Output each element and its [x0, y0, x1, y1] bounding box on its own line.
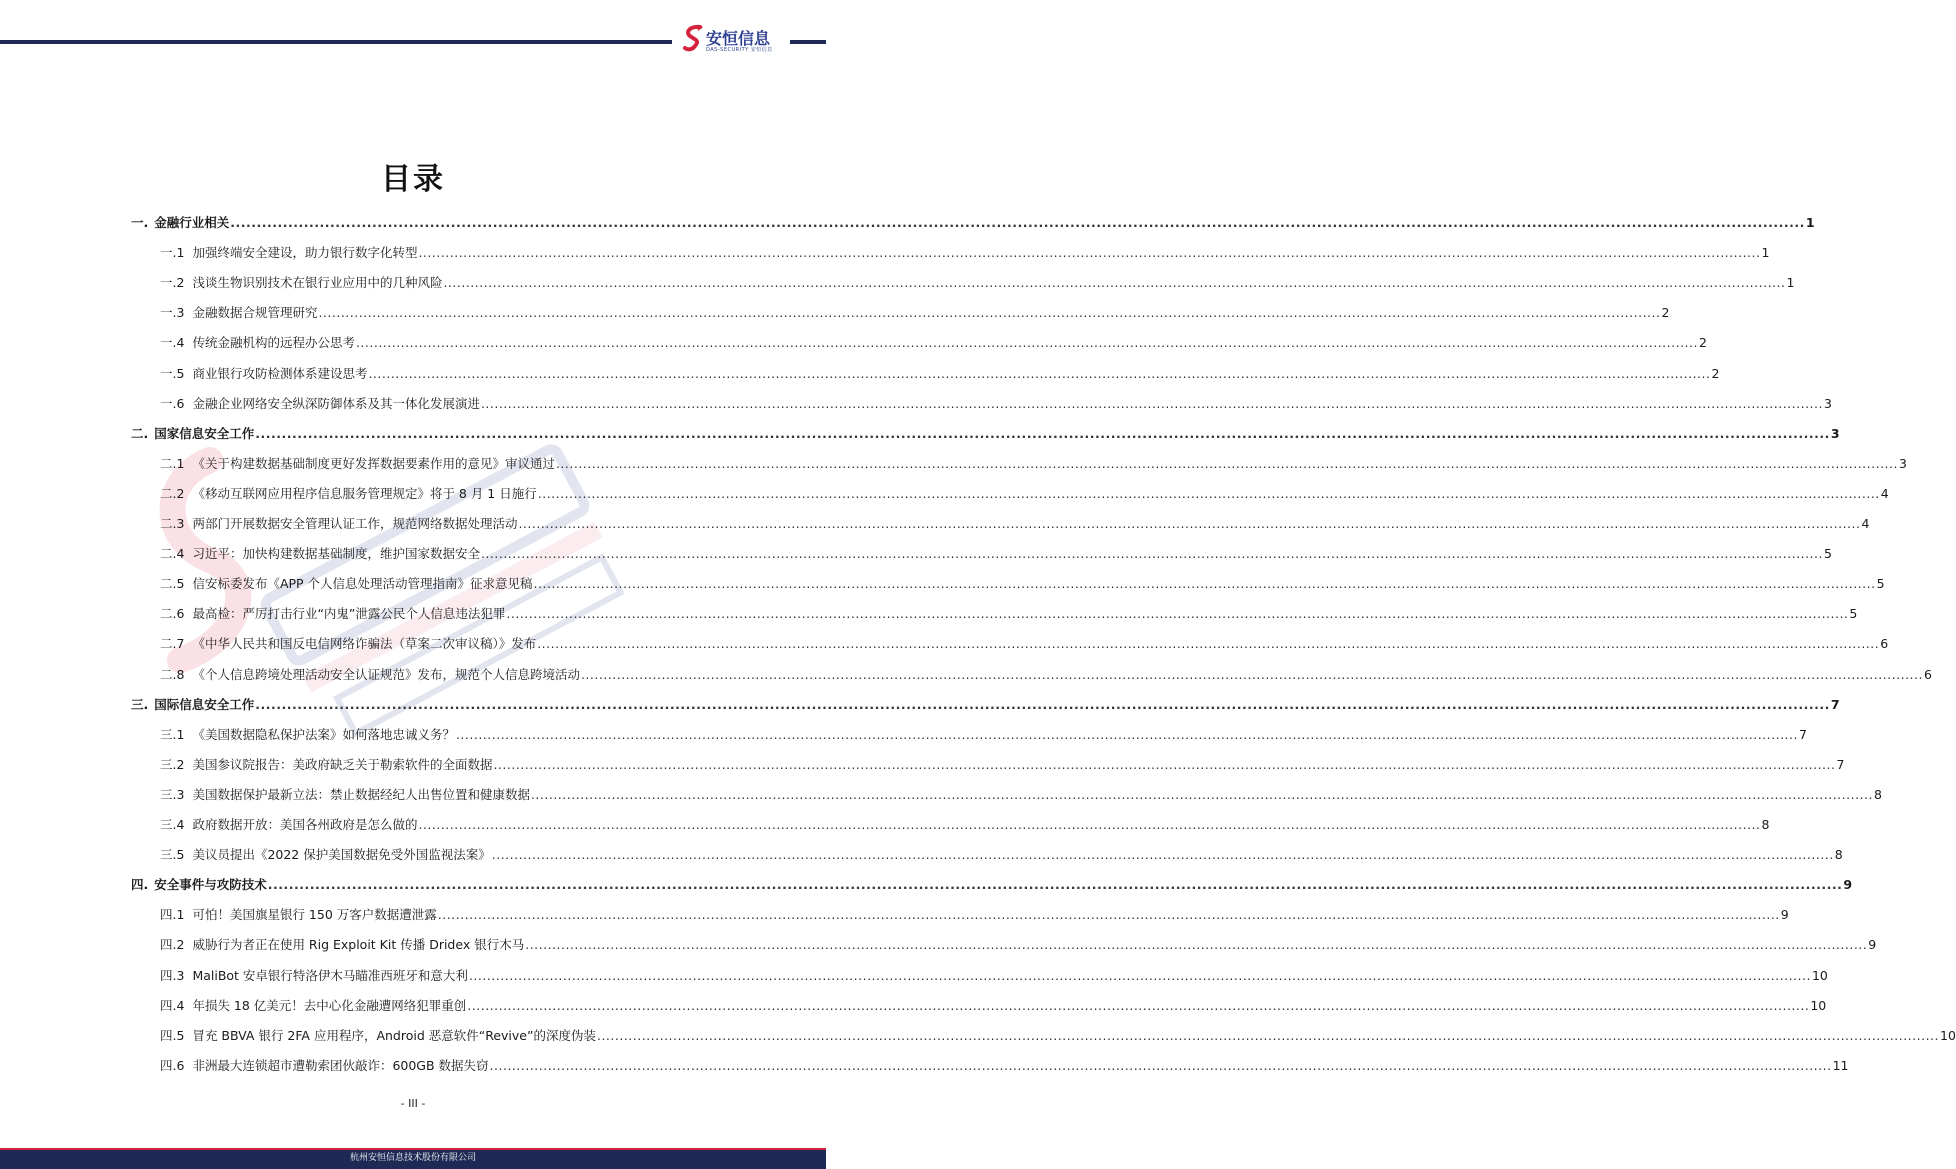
toc-entry-number: 四. — [131, 877, 149, 893]
toc-entry-title: 两部门开展数据安全管理认证工作，规范网络数据处理活动 — [192, 516, 518, 531]
toc-entry-number: 三.3 — [160, 786, 185, 802]
toc-entry-page: 5 — [1876, 576, 1885, 592]
toc-subsection-entry[interactable] — [160, 996, 1827, 1016]
toc-entry-number: 一. — [131, 215, 149, 230]
toc-leader-dots — [255, 697, 1830, 712]
toc-leader-dots — [438, 907, 1780, 922]
toc-entry-page: 8 — [1834, 847, 1843, 863]
toc-entry-title: 《关于构建数据基础制度更好发挥数据要素作用的意见》审议通过 — [192, 455, 555, 471]
toc-entry-page: 6 — [1923, 666, 1932, 682]
toc-entry-title: 非洲最大连锁超市遭勒索团伙敲诈：600GB 数据失窃 — [192, 1057, 489, 1073]
toc-leader-dots — [368, 366, 1710, 381]
toc-entry-page: 1 — [1761, 245, 1770, 261]
toc-entry-page: 5 — [1823, 546, 1832, 562]
toc-leader-dots — [469, 968, 1811, 983]
toc-entry-title: 《移动互联网应用程序信息服务管理规定》将于 8 月 1 日施行 — [192, 485, 537, 501]
toc-subsection-entry[interactable] — [160, 574, 1885, 594]
toc-subsection-entry[interactable] — [160, 665, 1932, 685]
toc-subsection-entry[interactable] — [160, 785, 1882, 805]
toc-entry-title: 政府数据开放：美国各州政府是怎么做的 — [192, 817, 418, 832]
toc-entry-page: 10 — [1810, 997, 1827, 1013]
toc-entry-title: 习近平：加快构建数据基础制度，维护国家数据安全 — [192, 546, 480, 562]
toc-subsection-entry[interactable] — [160, 514, 1870, 534]
toc-leader-dots — [525, 937, 1867, 952]
page-number: - III - — [400, 1097, 426, 1110]
toc-entry-title: 年损失 18 亿美元！去中心化金融遭网络犯罪重创 — [192, 997, 467, 1013]
toc-leader-dots — [506, 606, 1848, 621]
toc-entry-title: 安全事件与攻防技术 — [154, 877, 267, 893]
toc-entry-number: 一.5 — [160, 365, 185, 381]
toc-leader-dots — [518, 516, 1860, 531]
toc-entry-title: 美国参议院报告：美政府缺乏关于勒索软件的全面数据 — [192, 756, 493, 772]
toc-entry-title: 信安标委发布《APP 个人信息处理活动管理指南》征求意见稿 — [192, 576, 533, 592]
toc-subsection-entry[interactable] — [160, 273, 1795, 293]
toc-entry-page: 6 — [1880, 636, 1889, 652]
toc-entry-page: 4 — [1861, 516, 1870, 531]
header-rule-right — [790, 40, 826, 44]
toc-leader-dots — [318, 305, 1660, 320]
toc-entry-page: 9 — [1868, 937, 1877, 953]
toc-subsection-entry[interactable] — [160, 243, 1770, 263]
toc-entry-title: 冒充 BBVA 银行 2FA 应用程序，Android 恶意软件“Revive”的深度伪装 — [192, 1027, 596, 1043]
toc-leader-dots — [443, 275, 1785, 290]
toc-entry-title: 美议员提出《2022 保护美国数据免受外国监视法案》 — [192, 847, 491, 863]
toc-subsection-entry[interactable] — [160, 935, 1877, 955]
toc-subsection-entry[interactable] — [160, 394, 1832, 414]
toc-subsection-entry[interactable] — [160, 966, 1828, 986]
toc-leader-dots — [597, 1028, 1939, 1043]
toc-entry-number: 二.3 — [160, 516, 185, 531]
toc-entry-title: 《美国数据隐私保护法案》如何落地忠诚义务？ — [192, 726, 455, 742]
toc-leader-dots — [418, 245, 1760, 260]
toc-leader-dots — [268, 877, 1843, 892]
toc-entry-title: 可怕！美国旗星银行 150 万客户数据遭泄露 — [192, 907, 437, 923]
toc-leader-dots — [490, 1058, 1832, 1073]
toc-entry-page: 2 — [1661, 305, 1670, 321]
toc-entry-number: 三.2 — [160, 756, 185, 772]
toc-entry-page: 3 — [1823, 395, 1832, 411]
toc-subsection-entry[interactable] — [160, 544, 1832, 564]
toc-subsection-entry[interactable] — [160, 484, 1889, 504]
toc-entry-number: 四.6 — [160, 1057, 185, 1073]
toc-section-entry[interactable] — [131, 695, 1840, 715]
footer-company-bar: 杭州安恒信息技术股份有限公司 — [0, 1150, 826, 1169]
toc-entry-title: 最高检：严厉打击行业“内鬼”泄露公民个人信息违法犯罪 — [192, 606, 506, 622]
header-rule-left — [0, 40, 672, 44]
toc-section-entry[interactable] — [131, 213, 1815, 233]
toc-entry-number: 四.1 — [160, 907, 185, 923]
toc-leader-dots — [481, 546, 1823, 561]
toc-leader-dots — [538, 486, 1880, 501]
toc-entry-page: 11 — [1832, 1057, 1849, 1073]
toc-entry-title: 《个人信息跨境处理活动安全认证规范》发布，规范个人信息跨境活动 — [192, 666, 580, 682]
toc-leader-dots — [418, 817, 1760, 832]
logo-text: 安恒信息 — [706, 29, 771, 48]
toc-entry-page: 10 — [1940, 1027, 1956, 1043]
toc-entry-title: 国家信息安全工作 — [154, 425, 255, 441]
toc-entry-number: 二.1 — [160, 455, 185, 471]
toc-entry-number: 四.5 — [160, 1027, 185, 1043]
toc-entry-number: 一.1 — [160, 245, 185, 261]
toc-subsection-entry[interactable] — [160, 1056, 1849, 1076]
toc-entry-title: 商业银行攻防检测体系建设思考 — [192, 365, 368, 381]
toc-entry-page: 3 — [1898, 455, 1907, 471]
toc-entry-title: 浅谈生物识别技术在银行业应用中的几种风险 — [192, 275, 443, 291]
toc-subsection-entry[interactable] — [160, 725, 1807, 745]
toc-leader-dots — [467, 998, 1809, 1013]
toc-entry-number: 一.3 — [160, 305, 185, 321]
toc-leader-dots — [493, 757, 1835, 772]
toc-entry-number: 二.4 — [160, 546, 185, 562]
toc-entry-title: 威胁行为者正在使用 Rig Exploit Kit 传播 Dridex 银行木马 — [192, 937, 525, 953]
toc-entry-number: 一.4 — [160, 335, 185, 351]
toc-entry-page: 1 — [1786, 275, 1795, 291]
toc-subsection-entry[interactable] — [160, 364, 1720, 384]
toc-subsection-entry[interactable] — [160, 454, 1907, 474]
toc-subsection-entry[interactable] — [160, 905, 1789, 925]
toc-subsection-entry[interactable] — [160, 333, 1707, 353]
toc-entry-title: 加强终端安全建设，助力银行数字化转型 — [192, 245, 418, 261]
toc-entry-page: 9 — [1843, 877, 1853, 893]
toc-leader-dots — [581, 667, 1923, 682]
toc-subsection-entry[interactable] — [160, 755, 1845, 775]
toc-entry-page: 4 — [1880, 485, 1889, 501]
toc-entry-number: 二. — [131, 425, 149, 441]
toc-entry-title: 金融数据合规管理研究 — [192, 305, 318, 321]
toc-leader-dots — [456, 727, 1798, 742]
toc-entry-number: 二.6 — [160, 606, 185, 622]
toc-subsection-entry[interactable] — [160, 634, 1889, 654]
toc-subsection-entry[interactable] — [160, 1026, 1956, 1046]
toc-entry-number: 二.8 — [160, 666, 185, 682]
toc-entry-number: 三. — [131, 696, 149, 712]
logo-subtext: DAS-SECURITY 安恒信息 — [706, 47, 773, 53]
toc-entry-number: 一.6 — [160, 395, 185, 411]
toc-entry-number: 三.1 — [160, 726, 185, 742]
toc-leader-dots — [230, 215, 1805, 230]
toc-subsection-entry[interactable] — [160, 303, 1670, 323]
toc-entry-page: 8 — [1873, 786, 1882, 802]
toc-leader-dots — [356, 335, 1698, 350]
toc-entry-number: 三.4 — [160, 817, 185, 832]
toc-entry-page: 7 — [1798, 726, 1807, 742]
toc-leader-dots — [255, 426, 1830, 441]
toc-leader-dots — [537, 636, 1879, 651]
toc-entry-page: 2 — [1711, 365, 1720, 381]
toc-subsection-entry[interactable] — [160, 815, 1770, 835]
toc-section-entry[interactable] — [131, 424, 1840, 444]
toc-entry-title: 美国数据保护最新立法：禁止数据经纪人出售位置和健康数据 — [192, 786, 530, 802]
toc-entry-page: 8 — [1761, 817, 1770, 832]
toc-entry-number: 一.2 — [160, 275, 185, 291]
toc-leader-dots — [531, 787, 1873, 802]
toc-entry-title: 国际信息安全工作 — [154, 696, 255, 712]
toc-entry-number: 二.7 — [160, 636, 185, 652]
toc-section-entry[interactable] — [131, 875, 1853, 895]
toc-entry-page: 5 — [1849, 606, 1858, 622]
toc-entry-page: 2 — [1698, 335, 1707, 351]
toc-entry-title: 《中华人民共和国反电信网络诈骗法（草案二次审议稿）》发布 — [192, 636, 537, 652]
toc-entry-page: 1 — [1805, 215, 1815, 230]
toc-entry-number: 三.5 — [160, 847, 185, 863]
toc-entry-number: 四.3 — [160, 967, 185, 983]
toc-entry-number: 四.4 — [160, 997, 185, 1013]
toc-subsection-entry[interactable] — [160, 604, 1858, 624]
toc-leader-dots — [492, 847, 1834, 862]
toc-entry-number: 二.5 — [160, 576, 185, 592]
toc-subsection-entry[interactable] — [160, 845, 1843, 865]
toc-entry-page: 3 — [1830, 425, 1840, 441]
toc-entry-page: 7 — [1830, 696, 1840, 712]
toc-leader-dots — [534, 576, 1876, 591]
toc-entry-number: 二.2 — [160, 485, 185, 501]
toc-entry-title: 传统金融机构的远程办公思考 — [192, 335, 355, 351]
toc-entry-number: 四.2 — [160, 937, 185, 953]
toc-leader-dots — [556, 456, 1898, 471]
toc-leader-dots — [481, 396, 1823, 411]
toc-entry-page: 7 — [1836, 756, 1845, 772]
toc-entry-page: 10 — [1811, 967, 1828, 983]
toc-entry-title: 金融行业相关 — [154, 215, 230, 230]
page-title: 目录 — [381, 162, 445, 197]
toc-entry-title: 金融企业网络安全纵深防御体系及其一体化发展演进 — [192, 395, 480, 411]
toc-entry-page: 9 — [1780, 907, 1789, 923]
company-logo — [682, 22, 788, 58]
toc-entry-title: MaliBot 安卓银行特洛伊木马瞄准西班牙和意大利 — [192, 967, 468, 983]
logo-mark-icon — [682, 24, 706, 54]
